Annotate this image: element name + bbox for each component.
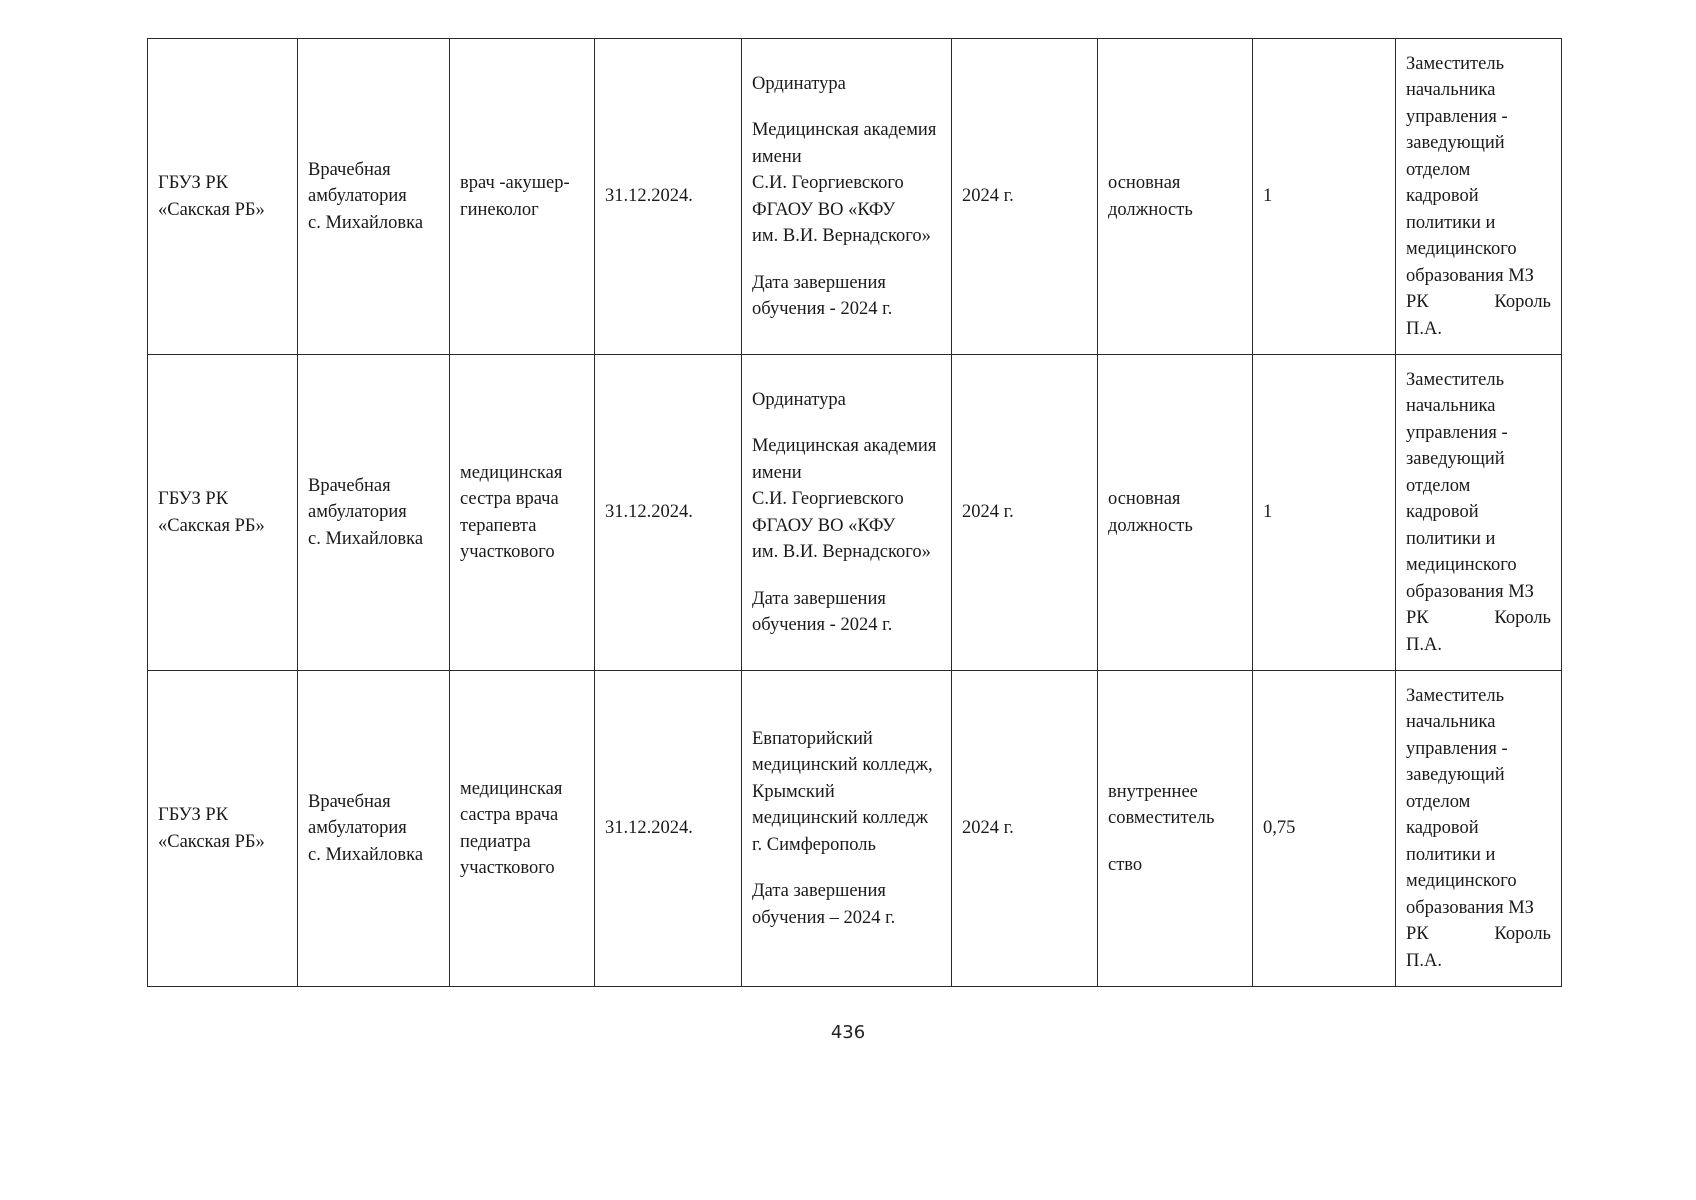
responsible-name-line (1406, 921, 1551, 948)
position-cell: врач -акушер- гинеколог (450, 39, 595, 355)
year-cell: 2024 г. (952, 355, 1098, 671)
deadline-cell: 31.12.2024. (595, 355, 742, 671)
responsible-line: начальника (1406, 712, 1496, 733)
responsible-line: медицинского (1406, 871, 1517, 892)
responsible-line: заведующий (1406, 133, 1505, 154)
responsible-initials: П.А. (1406, 950, 1442, 971)
responsible-name-line (1406, 289, 1551, 316)
table-row (148, 671, 1562, 987)
year-cell: 2024 г. (952, 671, 1098, 987)
responsible-line: образования МЗ (1406, 581, 1534, 602)
responsible-rk: РК (1406, 292, 1429, 313)
responsible-rk: РК (1406, 924, 1429, 945)
education-institution: Медицинская академия имени С.И. Георгиевского ФГАОУ ВО «КФУ им. В.И. Вернадского» (752, 436, 937, 562)
responsible-rk: РК (1406, 608, 1429, 629)
responsible-surname: Король (1494, 924, 1551, 945)
responsible-line: управления - (1406, 106, 1508, 127)
responsible-line: отделом (1406, 159, 1471, 180)
responsible-line: кадровой (1406, 186, 1479, 207)
education-completion: Дата завершения обучения – 2024 г. (752, 881, 896, 928)
responsible-surname: Король (1494, 608, 1551, 629)
education-completion: Дата завершения обучения - 2024 г. (752, 588, 893, 635)
responsible-initials: П.А. (1406, 634, 1442, 655)
employment-text: внутреннее совместитель (1108, 781, 1215, 829)
subdivision-cell: Врачебная амбулатория с. Михайловка (298, 39, 450, 355)
table-row (148, 39, 1562, 355)
responsible-line: кадровой (1406, 502, 1479, 523)
subdivision-cell: Врачебная амбулатория с. Михайловка (298, 671, 450, 987)
table-row (148, 355, 1562, 671)
education-cell (742, 671, 952, 987)
responsible-line: заведующий (1406, 449, 1505, 470)
responsible-line: политики и (1406, 844, 1496, 865)
education-cell (742, 39, 952, 355)
responsible-name-line (1406, 605, 1551, 632)
responsible-line: медицинского (1406, 239, 1517, 260)
page-number: 436 (830, 1022, 866, 1043)
education-institution: Евпаторийский медицинский колледж, Крымский медицинский колледж г. Симферополь (752, 728, 933, 855)
rate-cell: 1 (1253, 39, 1396, 355)
deadline-cell: 31.12.2024. (595, 671, 742, 987)
responsible-line: управления - (1406, 738, 1508, 759)
vacancy-table (147, 38, 1562, 987)
deadline-cell: 31.12.2024. (595, 39, 742, 355)
employment-cell (1098, 671, 1253, 987)
responsible-line: политики и (1406, 212, 1496, 233)
subdivision-cell: Врачебная амбулатория с. Михайловка (298, 355, 450, 671)
organization-cell: ГБУЗ РК «Сакская РБ» (148, 671, 298, 987)
education-cell (742, 355, 952, 671)
education-type: Ординатура (752, 389, 846, 410)
employment-cell: основная должность (1098, 39, 1253, 355)
organization-cell: ГБУЗ РК «Сакская РБ» (148, 355, 298, 671)
responsible-line: начальника (1406, 80, 1496, 101)
responsible-line: политики и (1406, 528, 1496, 549)
responsible-line: отделом (1406, 475, 1471, 496)
responsible-line: Заместитель (1406, 53, 1505, 74)
rate-cell: 0,75 (1253, 671, 1396, 987)
position-cell: медицинская сестра врача терапевта участкового (450, 355, 595, 671)
responsible-line: заведующий (1406, 765, 1505, 786)
responsible-line: образования МЗ (1406, 265, 1534, 286)
education-type: Ординатура (752, 73, 846, 94)
employment-cell: основная должность (1098, 355, 1253, 671)
responsible-line: Заместитель (1406, 685, 1505, 706)
responsible-line: начальника (1406, 396, 1496, 417)
responsible-line: образования МЗ (1406, 897, 1534, 918)
responsible-line: кадровой (1406, 818, 1479, 839)
responsible-line: Заместитель (1406, 369, 1505, 390)
responsible-cell (1396, 355, 1562, 671)
organization-cell: ГБУЗ РК «Сакская РБ» (148, 39, 298, 355)
year-cell: 2024 г. (952, 39, 1098, 355)
responsible-cell (1396, 39, 1562, 355)
employment-text-extra: ство (1108, 854, 1143, 875)
education-completion: Дата завершения обучения - 2024 г. (752, 272, 893, 319)
rate-cell: 1 (1253, 355, 1396, 671)
responsible-initials: П.А. (1406, 318, 1442, 339)
education-institution: Медицинская академия имени С.И. Георгиевского ФГАОУ ВО «КФУ им. В.И. Вернадского» (752, 120, 937, 246)
responsible-surname: Король (1494, 292, 1551, 313)
position-cell: медицинская састра врача педиатра участкового (450, 671, 595, 987)
responsible-cell (1396, 671, 1562, 987)
responsible-line: управления - (1406, 422, 1508, 443)
responsible-line: медицинского (1406, 555, 1517, 576)
responsible-line: отделом (1406, 791, 1471, 812)
